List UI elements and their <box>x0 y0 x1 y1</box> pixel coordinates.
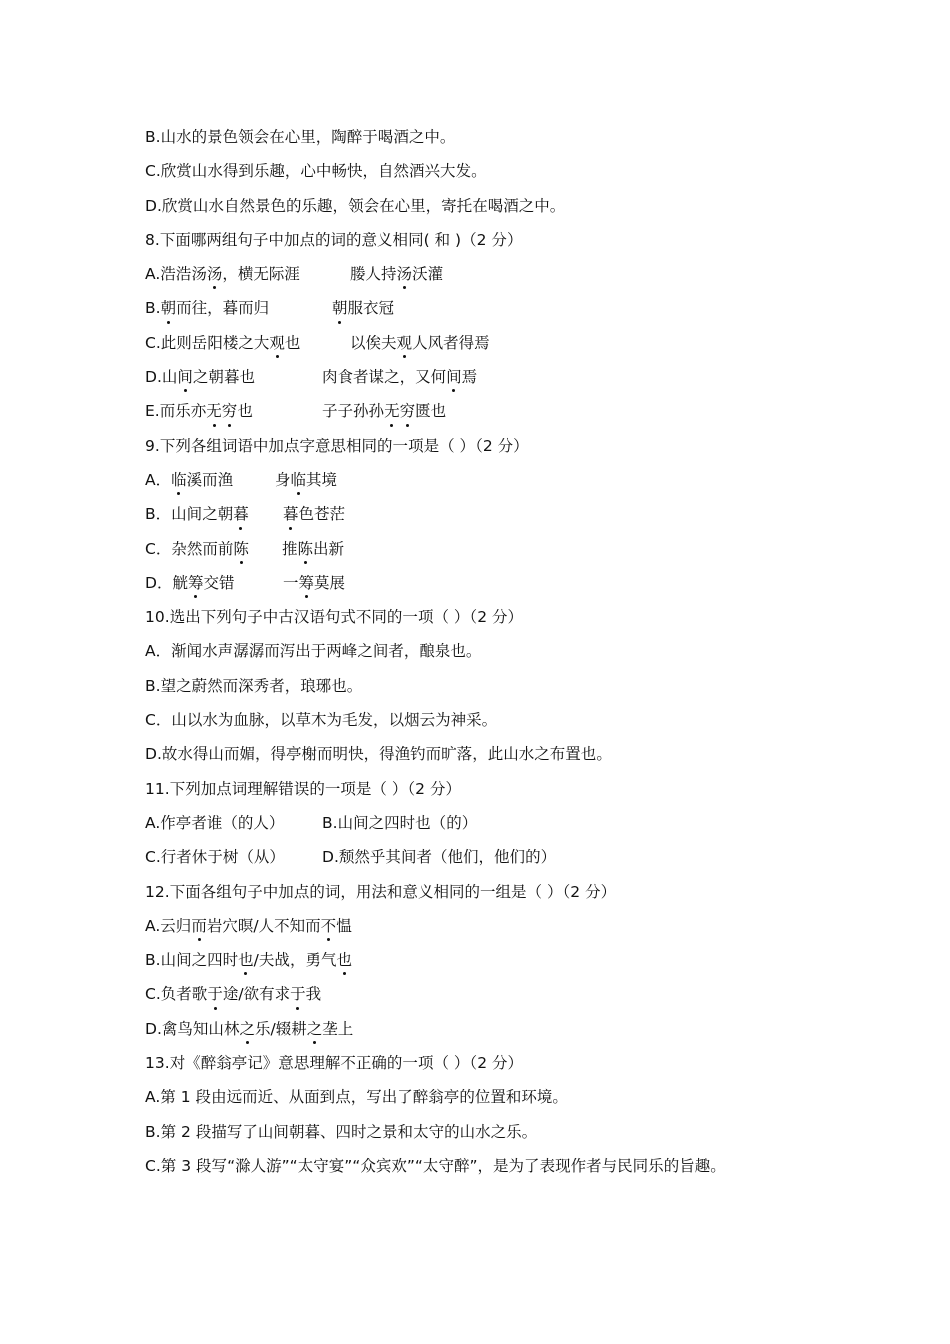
line-segment: 9.下列各组词语中加点字意思相同的一项是（ ）（2 分） <box>145 436 529 455</box>
line-segment-second: 以俟夫观人风者得焉 <box>350 326 490 360</box>
line-segment: C.第 3 段写“滁人游”“太守宴”“众宾欢”“太守醉”，是为了表现作者与民同乐的旨趣。 <box>145 1156 726 1175</box>
line-segment: C.负者歌于途/欲有求于我 <box>145 977 321 1011</box>
emphasis-dot-char: 观 <box>269 326 285 360</box>
text-line <box>145 120 845 154</box>
line-segment: A.第 1 段由远而近、从面到点，写出了醉翁亭的位置和环境。 <box>145 1088 568 1107</box>
text-line <box>145 703 845 737</box>
emphasis-dot-char: 汤 <box>207 257 223 291</box>
line-segment-second: 暮色苍茫 <box>283 497 345 531</box>
line-segment: B．山间之朝暮 <box>145 497 249 531</box>
text-line <box>145 1012 845 1046</box>
text-line <box>145 806 845 840</box>
text-line <box>145 1115 845 1149</box>
text-line <box>145 909 845 943</box>
line-segment: B.山间之四时也/夫战，勇气也 <box>145 943 352 977</box>
line-segment: D.禽鸟知山林之乐/辍耕之垄上 <box>145 1012 353 1046</box>
emphasis-dot-char: 穷 <box>222 394 238 428</box>
text-line <box>145 634 845 668</box>
text-line <box>145 497 845 531</box>
line-segment: B.朝而往，暮而归 <box>145 291 269 325</box>
text-line <box>145 600 845 634</box>
text-line <box>145 737 845 771</box>
emphasis-dot-char: 临 <box>291 463 307 497</box>
emphasis-dot-char: 也 <box>336 943 352 977</box>
text-line <box>145 566 845 600</box>
line-segment-second: D.颓然乎其间者（他们，他们的） <box>322 848 557 867</box>
text-line <box>145 772 845 806</box>
emphasis-dot-char: 不 <box>321 909 337 943</box>
line-segment: C.行者休于树（从） <box>145 848 285 867</box>
emphasis-dot-char: 间 <box>446 360 462 394</box>
text-line <box>145 1080 845 1114</box>
emphasis-dot-char: 暮 <box>233 497 249 531</box>
text-line <box>145 154 845 188</box>
line-segment: C.欣赏山水得到乐趣，心中畅快，自然酒兴大发。 <box>145 162 487 181</box>
emphasis-dot-char: 陈 <box>298 532 314 566</box>
emphasis-dot-char: 陈 <box>233 532 249 566</box>
text-line <box>145 291 845 325</box>
line-segment-second: 身临其境 <box>275 463 337 497</box>
emphasis-dot-char: 临 <box>171 463 187 497</box>
emphasis-dot-char: 无 <box>206 394 222 428</box>
text-line <box>145 669 845 703</box>
emphasis-dot-char: 观 <box>397 326 413 360</box>
line-segment: D．觥筹交错 <box>145 566 235 600</box>
emphasis-dot-char: 筹 <box>299 566 315 600</box>
line-segment: D.故水得山而媚，得亭榭而明快，得渔钓而旷落，此山水之布置也。 <box>145 745 612 764</box>
emphasis-dot-char: 而 <box>191 909 207 943</box>
emphasis-dot-char: 于 <box>207 977 223 1011</box>
line-segment: A.浩浩汤汤，横无际涯 <box>145 257 300 291</box>
text-line <box>145 463 845 497</box>
emphasis-dot-char: 之 <box>239 1012 255 1046</box>
text-line <box>145 1149 845 1183</box>
emphasis-dot-char: 穷 <box>400 394 416 428</box>
line-segment: 12.下面各组句子中加点的词，用法和意义相同的一组是（ ）（2 分） <box>145 882 617 901</box>
line-segment: 13.对《醉翁亭记》意思理解不正确的一项（ ）（2 分） <box>145 1054 524 1073</box>
text-line <box>145 943 845 977</box>
emphasis-dot-char: 汤 <box>397 257 413 291</box>
text-line <box>145 257 845 291</box>
exam-page <box>145 120 845 1183</box>
emphasis-dot-char: 筹 <box>188 566 204 600</box>
line-segment-second: 肉食者谋之，又何间焉 <box>322 360 477 394</box>
line-segment: B.山水的景色领会在心里，陶醉于喝酒之中。 <box>145 128 456 146</box>
line-segment: B.第 2 段描写了山间朝暮、四时之景和太守的山水之乐。 <box>145 1122 538 1141</box>
line-segment: D.欣赏山水自然景色的乐趣，领会在心里，寄托在喝酒之中。 <box>145 196 566 215</box>
emphasis-dot-char: 也 <box>238 943 254 977</box>
text-line <box>145 429 845 463</box>
line-segment-second: 一筹莫展 <box>283 566 345 600</box>
line-segment: E.而乐亦无穷也 <box>145 394 253 428</box>
text-line <box>145 326 845 360</box>
text-line <box>145 840 845 874</box>
line-segment: B.望之蔚然而深秀者，琅琊也。 <box>145 676 363 695</box>
text-line <box>145 1046 845 1080</box>
text-line <box>145 977 845 1011</box>
line-segment: 8.下面哪两组句子中加点的词的意义相同( 和 )（2 分） <box>145 230 523 249</box>
text-line <box>145 532 845 566</box>
line-segment: 11.下列加点词理解错误的一项是（ ）（2 分） <box>145 779 461 798</box>
line-segment: A．临溪而渔 <box>145 463 233 497</box>
emphasis-dot-char: 间 <box>177 360 193 394</box>
emphasis-dot-char: 朝 <box>161 291 177 325</box>
text-line <box>145 189 845 223</box>
line-segment: C.此则岳阳楼之大观也 <box>145 326 300 360</box>
line-segment-second: 子子孙孙无穷匮也 <box>322 394 446 428</box>
line-segment: 10.选出下列句子中古汉语句式不同的一项（ ）（2 分） <box>145 608 524 627</box>
line-segment-second: 推陈出新 <box>282 532 344 566</box>
line-segment: A.云归而岩穴暝/人不知而不愠 <box>145 909 352 943</box>
emphasis-dot-char: 暮 <box>283 497 299 531</box>
emphasis-dot-char: 朝 <box>332 291 348 325</box>
line-segment-second: 媵人持汤沃灌 <box>350 257 443 291</box>
emphasis-dot-char: 之 <box>307 1012 323 1046</box>
line-segment: A.作亭者谁（的人） <box>145 813 285 832</box>
text-line <box>145 223 845 257</box>
line-segment: C．杂然而前陈 <box>145 532 249 566</box>
line-segment-second: 朝服衣冠 <box>332 291 394 325</box>
text-line <box>145 394 845 428</box>
line-segment: C．山以水为血脉，以草木为毛发，以烟云为神采。 <box>145 711 498 730</box>
emphasis-dot-char: 无 <box>384 394 400 428</box>
emphasis-dot-char: 于 <box>290 977 306 1011</box>
line-segment-second: B.山间之四时也（的） <box>322 813 478 832</box>
line-segment: A．渐闻水声潺潺而泻出于两峰之间者，酿泉也。 <box>145 642 482 661</box>
text-line <box>145 360 845 394</box>
text-line <box>145 875 845 909</box>
line-segment: D.山间之朝暮也 <box>145 360 255 394</box>
